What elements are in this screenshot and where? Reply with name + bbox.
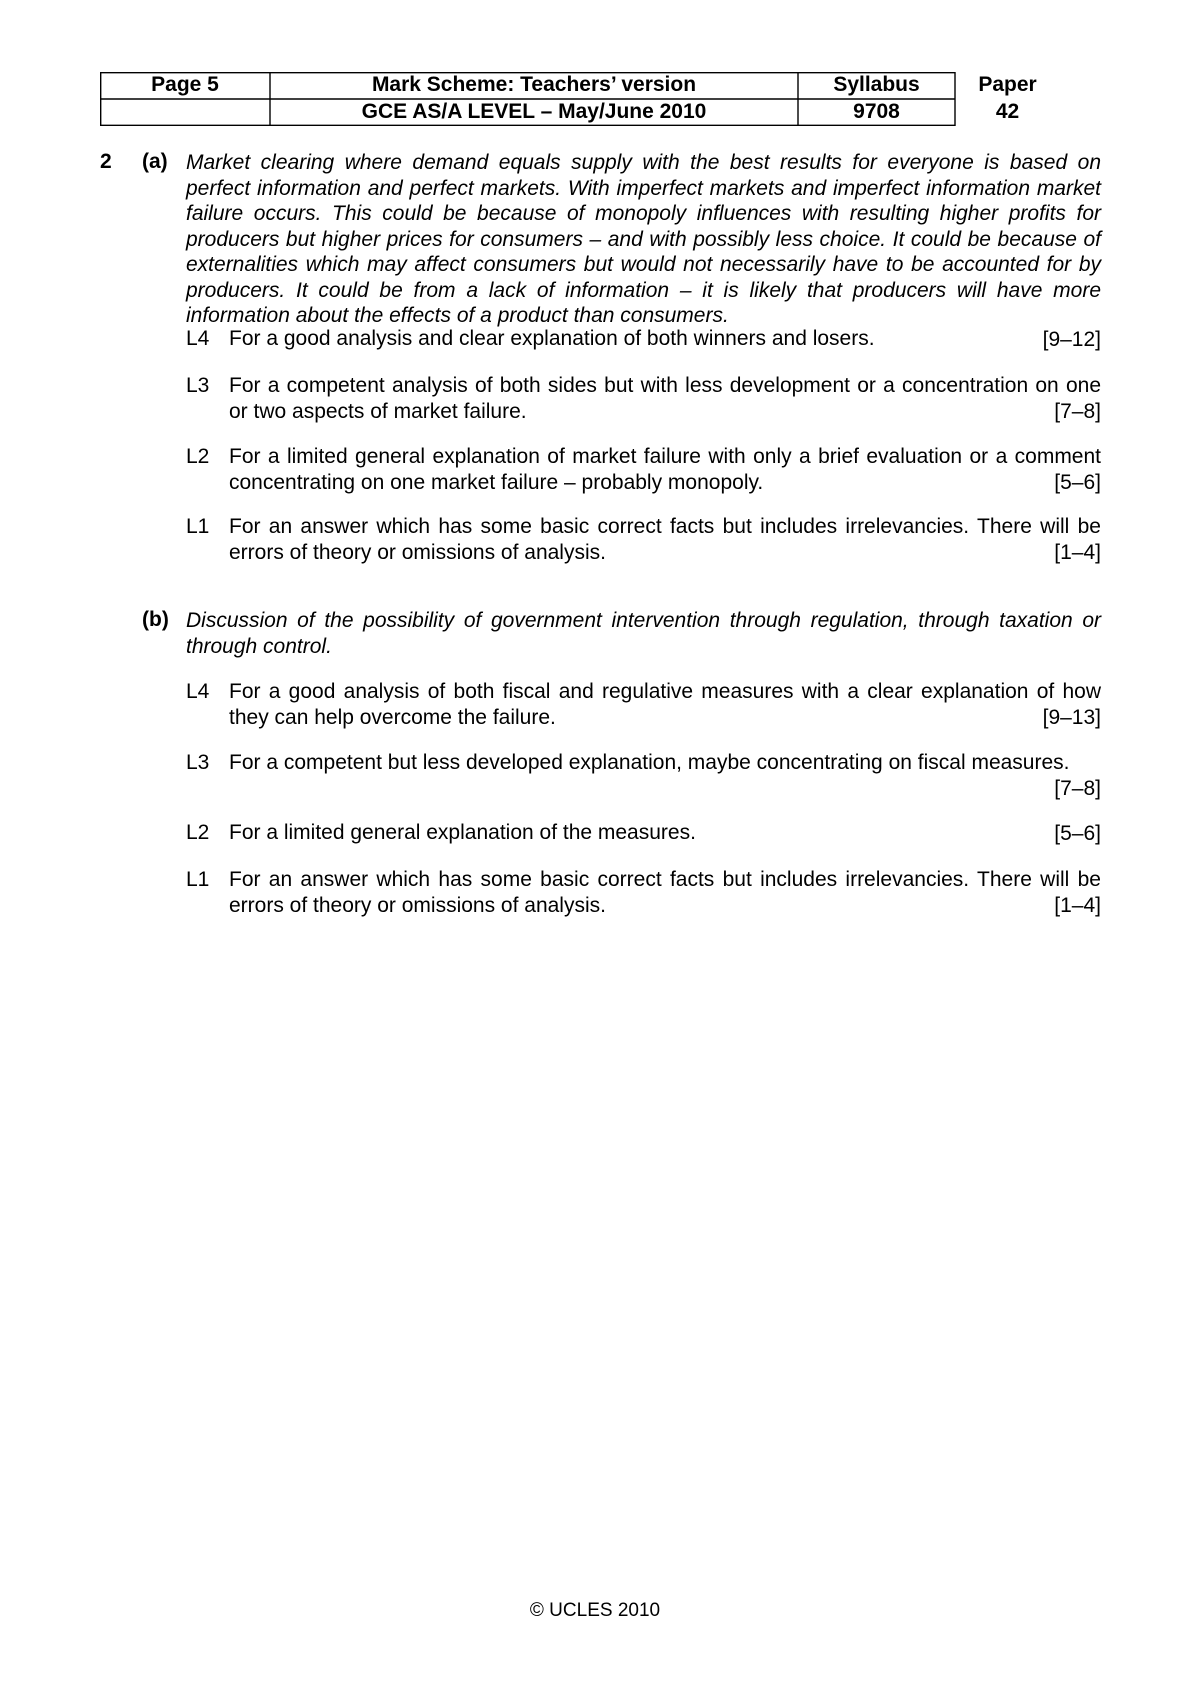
level-code: L1 bbox=[186, 868, 210, 891]
empty-cell bbox=[100, 99, 270, 126]
part-a-level-2 bbox=[186, 444, 1101, 495]
level-code: L4 bbox=[186, 680, 210, 703]
page-number: Page 5 bbox=[151, 73, 219, 96]
level-text: For an answer which has some basic correct facts but includes irrelevancies. There will be errors of theory or omissions of analysis. bbox=[229, 868, 1101, 917]
part-a-level-1 bbox=[186, 514, 1101, 565]
exam-session: GCE AS/A LEVEL – May/June 2010 bbox=[361, 100, 707, 123]
level-code: L2 bbox=[186, 821, 210, 844]
level-code: L3 bbox=[186, 374, 210, 397]
level-marks: [1–4] bbox=[1042, 893, 1101, 919]
part-a-level-4 bbox=[186, 326, 1101, 352]
paper-number: 42 bbox=[995, 100, 1020, 123]
level-text: For a good analysis of both fiscal and regulative measures with a clear explanation of how they can help overcome the failure. bbox=[229, 680, 1101, 729]
part-a-description: Market clearing where demand equals supply with the best results for everyone is based on perfect information and perfect markets. With imperfect markets and imperfect information market failure occurs. This could be because of monopoly influences with resulting higher profits for producers but higher prices for consumers – and with possibly less choice. It could be because of externalities which may affect consumers but would not necessarily have to be accounted for by producers. It could be from a lack of information – it is likely that producers will have more information about the effects of a product than consumers. bbox=[186, 151, 1101, 327]
part-b-level-1 bbox=[186, 867, 1101, 918]
level-code: L3 bbox=[186, 751, 210, 774]
part-a-level-3 bbox=[186, 373, 1101, 424]
level-code: L1 bbox=[186, 515, 210, 538]
level-marks: [9–12] bbox=[1031, 327, 1101, 353]
header-table bbox=[100, 72, 1060, 126]
level-marks: [7–8] bbox=[1042, 399, 1101, 425]
level-text: For a competent analysis of both sides but with less development or a concentration on one or two aspects of market failure. bbox=[229, 374, 1101, 423]
level-marks: [5–6] bbox=[1042, 470, 1101, 496]
level-marks: [9–13] bbox=[1031, 705, 1101, 731]
level-text: For an answer which has some basic correct facts but includes irrelevancies. There will be errors of theory or omissions of analysis. bbox=[229, 515, 1101, 564]
part-b-level-4 bbox=[186, 679, 1101, 730]
paper-label: Paper bbox=[978, 73, 1037, 96]
part-b-level-3 bbox=[186, 750, 1101, 801]
level-text: For a competent but less developed explanation, maybe concentrating on fiscal measures. bbox=[229, 751, 1070, 774]
syllabus-label: Syllabus bbox=[833, 73, 920, 96]
syllabus-code: 9708 bbox=[853, 100, 900, 123]
level-code: L4 bbox=[186, 327, 210, 350]
level-marks: [1–4] bbox=[1042, 540, 1101, 566]
copyright-footer: © UCLES 2010 bbox=[529, 1600, 661, 1621]
document-title: Mark Scheme: Teachers’ version bbox=[371, 73, 697, 96]
part-b-description: Discussion of the possibility of government intervention through regulation, through taxation or through control. bbox=[186, 609, 1101, 658]
part-b-level-2 bbox=[186, 820, 1101, 846]
level-code: L2 bbox=[186, 445, 210, 468]
question-number: 2 bbox=[100, 150, 112, 173]
level-text: For a good analysis and clear explanation of both winners and losers. bbox=[229, 327, 875, 350]
level-marks: [7–8] bbox=[1042, 776, 1101, 802]
level-text: For a limited general explanation of the measures. bbox=[229, 821, 696, 844]
part-b-label: (b) bbox=[142, 608, 169, 631]
part-a-label: (a) bbox=[142, 150, 168, 173]
level-marks: [5–6] bbox=[1042, 821, 1101, 847]
level-text: For a limited general explanation of market failure with only a brief evaluation or a comment concentrating on one market failure – probably monopoly. bbox=[229, 445, 1101, 494]
